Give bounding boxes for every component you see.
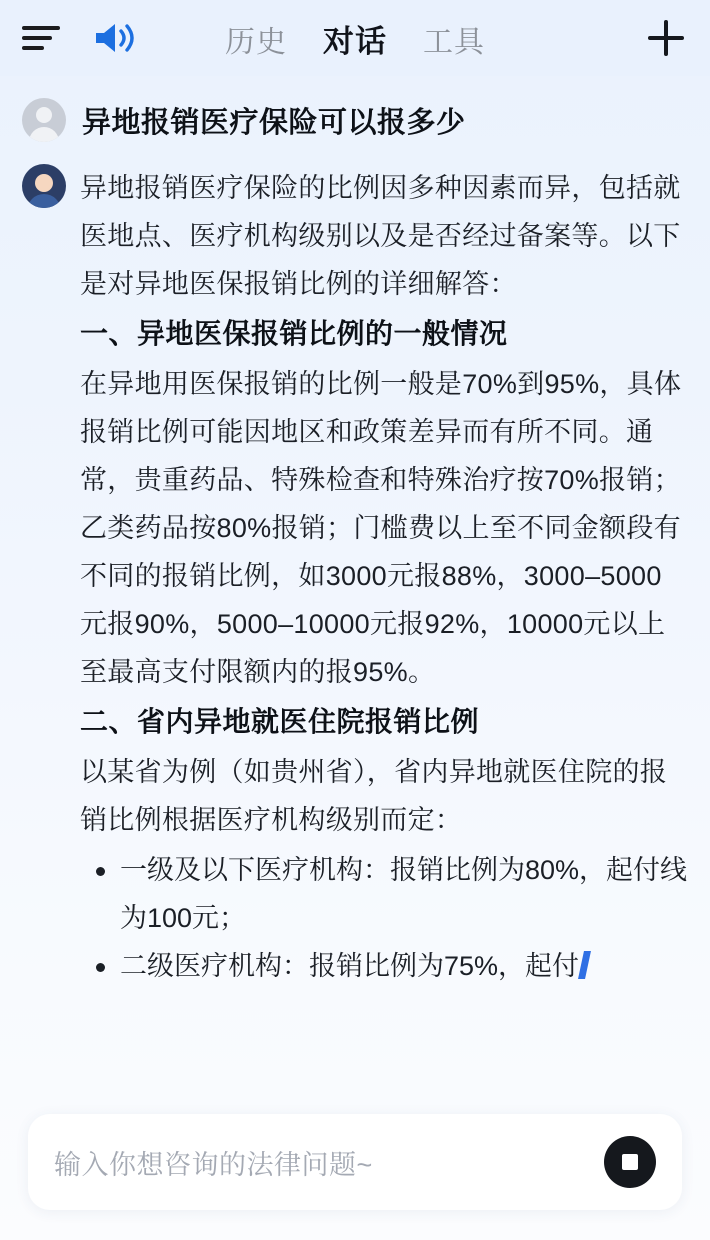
user-message [22,98,688,142]
top-bar [0,0,710,76]
home-indicator [255,1227,455,1232]
tab-chat[interactable]: 对话 [323,23,387,59]
assistant-section-2-title: 二、省内异地就医住院报销比例 [80,706,480,737]
search-input[interactable]: 输入你想咨询的法律问题~ [54,1149,373,1180]
assistant-bullet-list [80,846,688,990]
speaker-volume-icon[interactable] [92,20,138,56]
tab-tools[interactable]: 工具 [423,25,485,59]
user-message-text: 异地报销医疗保险可以报多少 [82,106,466,139]
tab-history[interactable]: 历史 [225,25,287,59]
assistant-section-1-title: 一、异地医保报销比例的一般情况 [80,318,508,349]
hamburger-menu-icon[interactable] [22,23,62,53]
list-item [80,942,688,990]
stop-generating-button[interactable] [604,1136,656,1188]
plus-icon[interactable] [644,16,688,60]
assistant-intro-paragraph: 异地报销医疗保险的比例因多种因素而异，包括就医地点、医疗机构级别以及是否经过备案等。以下是对异地医保报销比例的详细解答： [80,173,681,299]
list-item: 一级及以下医疗机构：报销比例为80%，起付线为100元； [80,846,688,942]
assistant-avatar [22,164,66,208]
assistant-section-1-body: 在异地用医保报销的比例一般是70%到95%，具体报销比例可能因地区和政策差异而有所不同。通常，贵重药品、特殊检查和特殊治疗按70%报销；乙类药品按80%报销；门槛费以上至不同金额段有不同的报销比例，如3000元报88%，3000–5000元报90%，5000–10000元报92%，10000元以上至最高支付限额内的报95%。 [80,369,682,687]
message-input-bar[interactable] [28,1114,682,1210]
chat-scroll-area[interactable] [0,76,710,1108]
tab-bar [225,16,485,61]
assistant-section-2-body: 以某省为例（如贵州省），省内异地就医住院的报销比例根据医疗机构级别而定： [80,757,668,835]
streaming-cursor-icon [578,951,591,979]
user-avatar [22,98,66,142]
assistant-message [22,164,688,990]
list-item-text: 二级医疗机构：报销比例为75%，起付 [120,951,580,981]
